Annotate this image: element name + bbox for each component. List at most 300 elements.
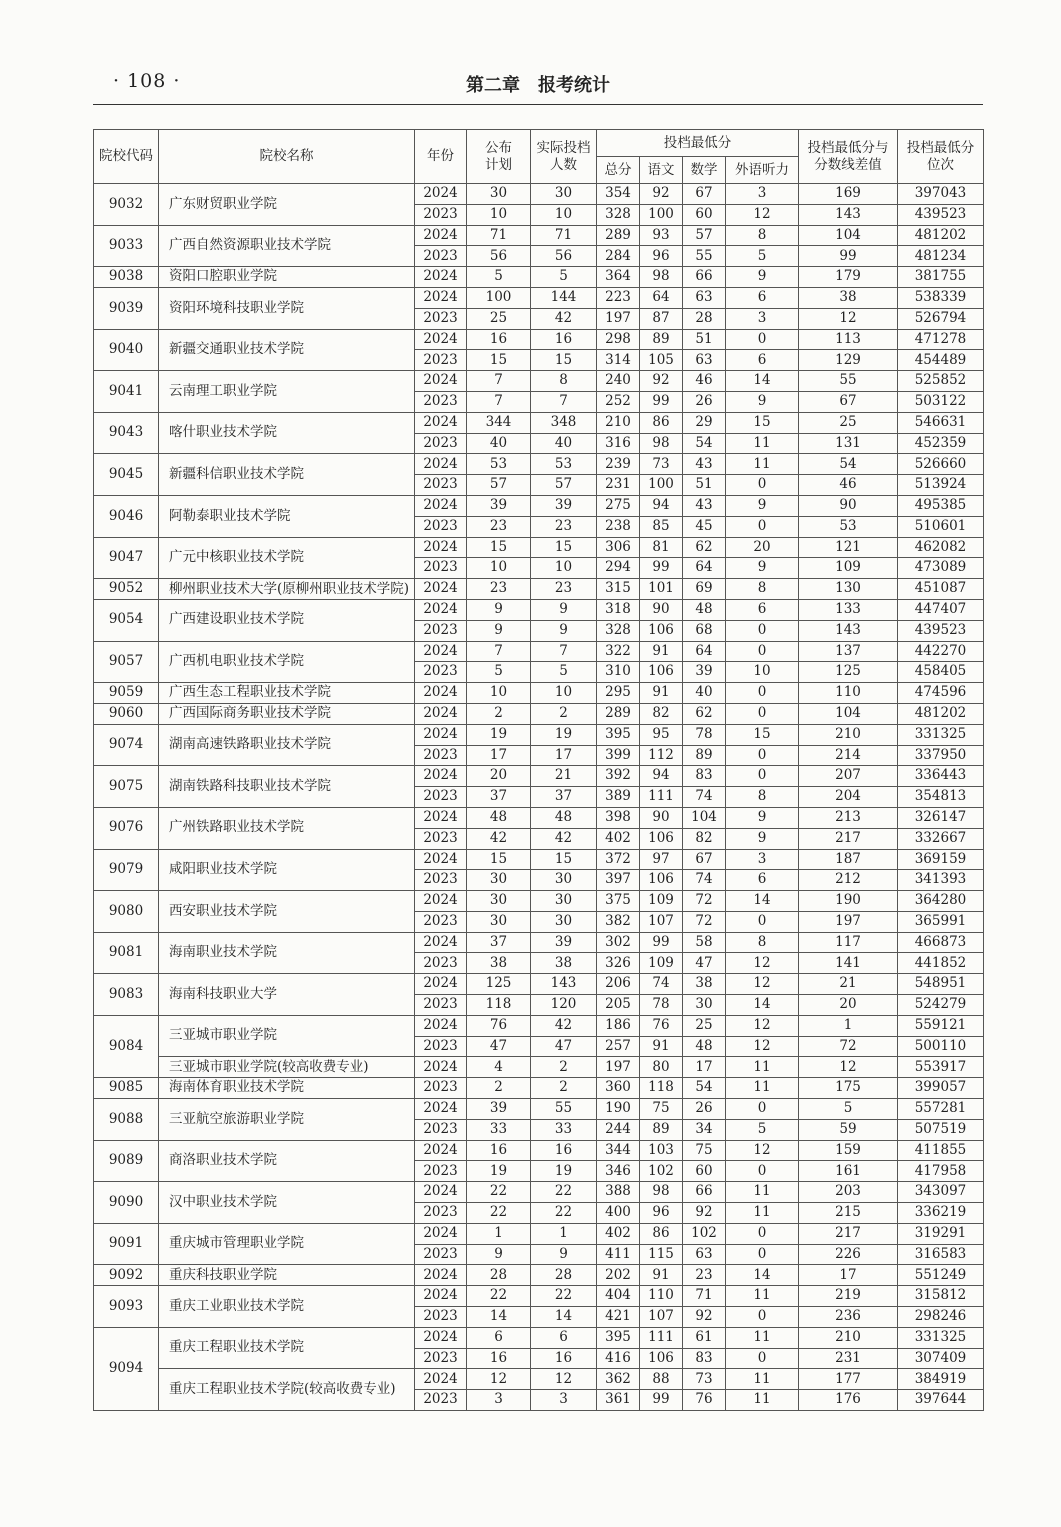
cell-total: 306 (597, 537, 640, 558)
cell-actual: 16 (531, 1140, 597, 1161)
cell-plan: 37 (467, 787, 531, 808)
cell-math: 60 (683, 204, 726, 225)
cell-diff: 175 (799, 1078, 898, 1099)
school-code: 9088 (94, 1099, 159, 1141)
school-code: 9040 (94, 329, 159, 371)
table-row (94, 766, 984, 787)
table-row (94, 329, 984, 350)
school-code: 9032 (94, 184, 159, 226)
cell-year: 2023 (415, 516, 467, 537)
cell-actual: 15 (531, 849, 597, 870)
cell-year: 2023 (415, 620, 467, 641)
cell-rank: 551249 (898, 1265, 984, 1286)
table-row (94, 267, 984, 288)
cell-plan: 7 (467, 641, 531, 662)
school-code: 9038 (94, 267, 159, 288)
cell-year: 2023 (415, 1078, 467, 1099)
cell-total: 231 (597, 475, 640, 496)
cell-plan: 4 (467, 1057, 531, 1078)
cell-math: 63 (683, 1244, 726, 1265)
cell-chinese: 99 (640, 391, 683, 412)
table-row (94, 579, 984, 600)
table-row (94, 703, 984, 724)
cell-rank: 447407 (898, 599, 984, 620)
cell-diff: 169 (799, 184, 898, 205)
school-name: 海南职业技术学院 (159, 932, 415, 974)
cell-year: 2023 (415, 1348, 467, 1369)
cell-chinese: 91 (640, 641, 683, 662)
cell-diff: 110 (799, 683, 898, 704)
cell-math: 39 (683, 662, 726, 683)
cell-plan: 14 (467, 1307, 531, 1328)
table-row (94, 1286, 984, 1307)
cell-chinese: 74 (640, 974, 683, 995)
cell-plan: 22 (467, 1203, 531, 1224)
cell-actual: 9 (531, 599, 597, 620)
table-row (94, 807, 984, 828)
cell-foreign: 14 (726, 1265, 799, 1286)
table-row (94, 683, 984, 704)
cell-diff: 143 (799, 620, 898, 641)
cell-diff: 133 (799, 599, 898, 620)
cell-year: 2023 (415, 870, 467, 891)
cell-total: 375 (597, 891, 640, 912)
cell-year: 2023 (415, 1119, 467, 1140)
cell-rank: 538339 (898, 287, 984, 308)
cell-year: 2024 (415, 267, 467, 288)
cell-foreign: 0 (726, 329, 799, 350)
page-number: · 108 · (113, 70, 181, 92)
cell-actual: 22 (531, 1286, 597, 1307)
cell-math: 43 (683, 454, 726, 475)
cell-total: 257 (597, 1036, 640, 1057)
school-code: 9033 (94, 225, 159, 267)
cell-actual: 8 (531, 371, 597, 392)
cell-year: 2024 (415, 1327, 467, 1348)
cell-rank: 316583 (898, 1244, 984, 1265)
school-name: 云南理工职业学院 (159, 371, 415, 413)
cell-math: 48 (683, 1036, 726, 1057)
school-code: 9083 (94, 974, 159, 1016)
cell-actual: 5 (531, 662, 597, 683)
cell-year: 2023 (415, 1203, 467, 1224)
cell-chinese: 106 (640, 828, 683, 849)
cell-foreign: 9 (726, 828, 799, 849)
cell-diff: 104 (799, 703, 898, 724)
cell-plan: 15 (467, 849, 531, 870)
cell-rank: 326147 (898, 807, 984, 828)
cell-year: 2024 (415, 891, 467, 912)
cell-year: 2023 (415, 391, 467, 412)
cell-actual: 6 (531, 1327, 597, 1348)
cell-actual: 120 (531, 995, 597, 1016)
cell-actual: 19 (531, 724, 597, 745)
cell-diff: 236 (799, 1307, 898, 1328)
cell-total: 326 (597, 953, 640, 974)
cell-foreign: 0 (726, 766, 799, 787)
cell-year: 2024 (415, 371, 467, 392)
cell-total: 190 (597, 1099, 640, 1120)
cell-rank: 526794 (898, 308, 984, 329)
cell-actual: 28 (531, 1265, 597, 1286)
cell-foreign: 14 (726, 891, 799, 912)
cell-chinese: 110 (640, 1286, 683, 1307)
school-name: 柳州职业技术大学(原柳州职业技术学院) (159, 579, 415, 600)
cell-math: 75 (683, 1140, 726, 1161)
cell-diff: 231 (799, 1348, 898, 1369)
cell-diff: 12 (799, 1057, 898, 1078)
cell-rank: 458405 (898, 662, 984, 683)
cell-actual: 2 (531, 703, 597, 724)
cell-rank: 315812 (898, 1286, 984, 1307)
school-code: 9076 (94, 807, 159, 849)
cell-rank: 336219 (898, 1203, 984, 1224)
cell-rank: 369159 (898, 849, 984, 870)
header-math: 数学 (683, 157, 726, 184)
school-code: 9090 (94, 1182, 159, 1224)
table-row (94, 974, 984, 995)
cell-math: 104 (683, 807, 726, 828)
cell-foreign: 11 (726, 1327, 799, 1348)
table-row (94, 1182, 984, 1203)
cell-math: 74 (683, 870, 726, 891)
cell-diff: 117 (799, 932, 898, 953)
cell-foreign: 12 (726, 1015, 799, 1036)
cell-rank: 332667 (898, 828, 984, 849)
cell-diff: 121 (799, 537, 898, 558)
cell-total: 205 (597, 995, 640, 1016)
cell-actual: 7 (531, 391, 597, 412)
table-row (94, 412, 984, 433)
cell-chinese: 97 (640, 849, 683, 870)
cell-rank: 513924 (898, 475, 984, 496)
cell-diff: 177 (799, 1369, 898, 1390)
school-code: 9041 (94, 371, 159, 413)
cell-rank: 510601 (898, 516, 984, 537)
cell-math: 83 (683, 1348, 726, 1369)
cell-foreign: 5 (726, 1119, 799, 1140)
cell-chinese: 64 (640, 287, 683, 308)
school-code: 9039 (94, 287, 159, 329)
cell-rank: 411855 (898, 1140, 984, 1161)
cell-foreign: 8 (726, 787, 799, 808)
cell-math: 64 (683, 641, 726, 662)
cell-plan: 25 (467, 308, 531, 329)
cell-actual: 39 (531, 932, 597, 953)
cell-actual: 19 (531, 1161, 597, 1182)
school-name: 广西生态工程职业技术学院 (159, 683, 415, 704)
school-name: 资阳环境科技职业学院 (159, 287, 415, 329)
cell-year: 2024 (415, 1286, 467, 1307)
cell-foreign: 11 (726, 433, 799, 454)
cell-chinese: 86 (640, 412, 683, 433)
cell-foreign: 12 (726, 204, 799, 225)
cell-math: 67 (683, 184, 726, 205)
cell-total: 416 (597, 1348, 640, 1369)
school-name: 广元中核职业技术学院 (159, 537, 415, 579)
cell-total: 197 (597, 1057, 640, 1078)
school-code: 9043 (94, 412, 159, 454)
cell-total: 404 (597, 1286, 640, 1307)
cell-chinese: 109 (640, 953, 683, 974)
cell-plan: 2 (467, 1078, 531, 1099)
cell-plan: 17 (467, 745, 531, 766)
cell-rank: 473089 (898, 558, 984, 579)
cell-year: 2023 (415, 953, 467, 974)
cell-plan: 6 (467, 1327, 531, 1348)
cell-actual: 1 (531, 1223, 597, 1244)
cell-rank: 439523 (898, 620, 984, 641)
cell-chinese: 102 (640, 1161, 683, 1182)
header-year: 年份 (415, 130, 467, 184)
cell-rank: 451087 (898, 579, 984, 600)
cell-foreign: 0 (726, 1161, 799, 1182)
cell-chinese: 109 (640, 891, 683, 912)
cell-year: 2024 (415, 1015, 467, 1036)
cell-actual: 48 (531, 807, 597, 828)
cell-actual: 10 (531, 558, 597, 579)
cell-chinese: 89 (640, 1119, 683, 1140)
cell-year: 2024 (415, 807, 467, 828)
cell-foreign: 15 (726, 724, 799, 745)
cell-diff: 1 (799, 1015, 898, 1036)
cell-math: 63 (683, 350, 726, 371)
cell-foreign: 12 (726, 1140, 799, 1161)
cell-actual: 3 (531, 1390, 597, 1411)
cell-chinese: 94 (640, 495, 683, 516)
cell-total: 298 (597, 329, 640, 350)
cell-plan: 71 (467, 225, 531, 246)
cell-total: 197 (597, 308, 640, 329)
cell-diff: 210 (799, 724, 898, 745)
cell-plan: 10 (467, 558, 531, 579)
cell-math: 58 (683, 932, 726, 953)
cell-actual: 144 (531, 287, 597, 308)
cell-math: 63 (683, 287, 726, 308)
cell-year: 2024 (415, 495, 467, 516)
school-name: 重庆工业职业技术学院 (159, 1286, 415, 1328)
cell-rank: 500110 (898, 1036, 984, 1057)
cell-chinese: 100 (640, 475, 683, 496)
cell-rank: 399057 (898, 1078, 984, 1099)
cell-foreign: 15 (726, 412, 799, 433)
cell-diff: 130 (799, 579, 898, 600)
cell-chinese: 82 (640, 703, 683, 724)
cell-year: 2023 (415, 308, 467, 329)
cell-total: 223 (597, 287, 640, 308)
cell-year: 2024 (415, 1057, 467, 1078)
school-name: 重庆科技职业学院 (159, 1265, 415, 1286)
cell-actual: 22 (531, 1203, 597, 1224)
cell-year: 2024 (415, 579, 467, 600)
cell-plan: 37 (467, 932, 531, 953)
cell-actual: 16 (531, 329, 597, 350)
cell-total: 314 (597, 350, 640, 371)
cell-foreign: 11 (726, 1286, 799, 1307)
school-name: 三亚城市职业学院(较高收费专业) (159, 1057, 415, 1078)
cell-rank: 364280 (898, 891, 984, 912)
cell-rank: 526660 (898, 454, 984, 475)
cell-diff: 143 (799, 204, 898, 225)
cell-total: 318 (597, 599, 640, 620)
cell-actual: 7 (531, 641, 597, 662)
cell-total: 392 (597, 766, 640, 787)
cell-foreign: 6 (726, 350, 799, 371)
cell-actual: 33 (531, 1119, 597, 1140)
cell-total: 294 (597, 558, 640, 579)
school-name: 三亚航空旅游职业学院 (159, 1099, 415, 1141)
cell-diff: 213 (799, 807, 898, 828)
cell-rank: 298246 (898, 1307, 984, 1328)
cell-actual: 55 (531, 1099, 597, 1120)
cell-chinese: 106 (640, 620, 683, 641)
cell-diff: 197 (799, 911, 898, 932)
cell-diff: 137 (799, 641, 898, 662)
cell-math: 51 (683, 475, 726, 496)
cell-math: 62 (683, 703, 726, 724)
cell-rank: 337950 (898, 745, 984, 766)
cell-foreign: 9 (726, 495, 799, 516)
cell-total: 210 (597, 412, 640, 433)
cell-foreign: 20 (726, 537, 799, 558)
cell-diff: 113 (799, 329, 898, 350)
cell-math: 38 (683, 974, 726, 995)
cell-year: 2024 (415, 683, 467, 704)
school-name: 重庆工程职业技术学院(较高收费专业) (159, 1369, 415, 1411)
cell-total: 310 (597, 662, 640, 683)
cell-actual: 17 (531, 745, 597, 766)
cell-rank: 503122 (898, 391, 984, 412)
cell-year: 2024 (415, 599, 467, 620)
cell-foreign: 11 (726, 1057, 799, 1078)
table-row (94, 371, 984, 392)
cell-chinese: 111 (640, 787, 683, 808)
cell-year: 2023 (415, 828, 467, 849)
cell-actual: 9 (531, 1244, 597, 1265)
header-min-score-group: 投档最低分 (597, 130, 799, 157)
cell-plan: 9 (467, 599, 531, 620)
cell-foreign: 0 (726, 745, 799, 766)
cell-actual: 15 (531, 350, 597, 371)
cell-chinese: 96 (640, 246, 683, 267)
cell-foreign: 8 (726, 225, 799, 246)
cell-plan: 30 (467, 184, 531, 205)
cell-foreign: 8 (726, 932, 799, 953)
cell-chinese: 93 (640, 225, 683, 246)
school-code: 9081 (94, 932, 159, 974)
cell-diff: 104 (799, 225, 898, 246)
cell-math: 54 (683, 1078, 726, 1099)
cell-math: 30 (683, 995, 726, 1016)
cell-foreign: 0 (726, 620, 799, 641)
cell-actual: 30 (531, 870, 597, 891)
cell-rank: 384919 (898, 1369, 984, 1390)
cell-math: 40 (683, 683, 726, 704)
cell-total: 360 (597, 1078, 640, 1099)
school-code: 9046 (94, 495, 159, 537)
cell-math: 92 (683, 1307, 726, 1328)
cell-actual: 21 (531, 766, 597, 787)
cell-rank: 557281 (898, 1099, 984, 1120)
cell-total: 402 (597, 1223, 640, 1244)
cell-actual: 23 (531, 579, 597, 600)
cell-year: 2024 (415, 1223, 467, 1244)
cell-year: 2023 (415, 1244, 467, 1265)
cell-math: 54 (683, 433, 726, 454)
cell-year: 2023 (415, 433, 467, 454)
table-row (94, 225, 984, 246)
cell-diff: 109 (799, 558, 898, 579)
cell-rank: 495385 (898, 495, 984, 516)
cell-year: 2024 (415, 932, 467, 953)
cell-foreign: 11 (726, 1182, 799, 1203)
table-row (94, 537, 984, 558)
cell-foreign: 0 (726, 703, 799, 724)
header-actual: 实际投档人数 (531, 130, 597, 184)
cell-foreign: 0 (726, 1223, 799, 1244)
cell-actual: 9 (531, 620, 597, 641)
cell-foreign: 12 (726, 953, 799, 974)
table-body (94, 184, 984, 1411)
cell-total: 244 (597, 1119, 640, 1140)
cell-total: 398 (597, 807, 640, 828)
cell-math: 47 (683, 953, 726, 974)
school-name: 三亚城市职业学院 (159, 1015, 415, 1057)
header-total: 总分 (597, 157, 640, 184)
cell-chinese: 99 (640, 1390, 683, 1411)
cell-chinese: 99 (640, 932, 683, 953)
cell-plan: 16 (467, 1140, 531, 1161)
cell-diff: 176 (799, 1390, 898, 1411)
cell-foreign: 10 (726, 662, 799, 683)
cell-rank: 439523 (898, 204, 984, 225)
cell-math: 43 (683, 495, 726, 516)
cell-chinese: 94 (640, 766, 683, 787)
cell-total: 202 (597, 1265, 640, 1286)
cell-actual: 37 (531, 787, 597, 808)
cell-year: 2023 (415, 745, 467, 766)
cell-diff: 210 (799, 1327, 898, 1348)
cell-diff: 217 (799, 1223, 898, 1244)
cell-rank: 466873 (898, 932, 984, 953)
cell-actual: 10 (531, 204, 597, 225)
cell-rank: 381755 (898, 267, 984, 288)
cell-diff: 129 (799, 350, 898, 371)
cell-plan: 10 (467, 204, 531, 225)
cell-plan: 15 (467, 350, 531, 371)
cell-math: 89 (683, 745, 726, 766)
school-name: 湖南高速铁路职业技术学院 (159, 724, 415, 766)
school-code: 9060 (94, 703, 159, 724)
cell-total: 388 (597, 1182, 640, 1203)
cell-chinese: 111 (640, 1327, 683, 1348)
cell-diff: 90 (799, 495, 898, 516)
cell-chinese: 107 (640, 1307, 683, 1328)
header-code: 院校代码 (94, 130, 159, 184)
cell-rank: 417958 (898, 1161, 984, 1182)
cell-foreign: 0 (726, 1244, 799, 1265)
cell-total: 295 (597, 683, 640, 704)
cell-diff: 219 (799, 1286, 898, 1307)
cell-year: 2024 (415, 641, 467, 662)
school-name: 广西建设职业技术学院 (159, 599, 415, 641)
cell-chinese: 118 (640, 1078, 683, 1099)
table-row (94, 1369, 984, 1390)
cell-plan: 125 (467, 974, 531, 995)
cell-chinese: 106 (640, 662, 683, 683)
cell-total: 289 (597, 225, 640, 246)
cell-plan: 118 (467, 995, 531, 1016)
